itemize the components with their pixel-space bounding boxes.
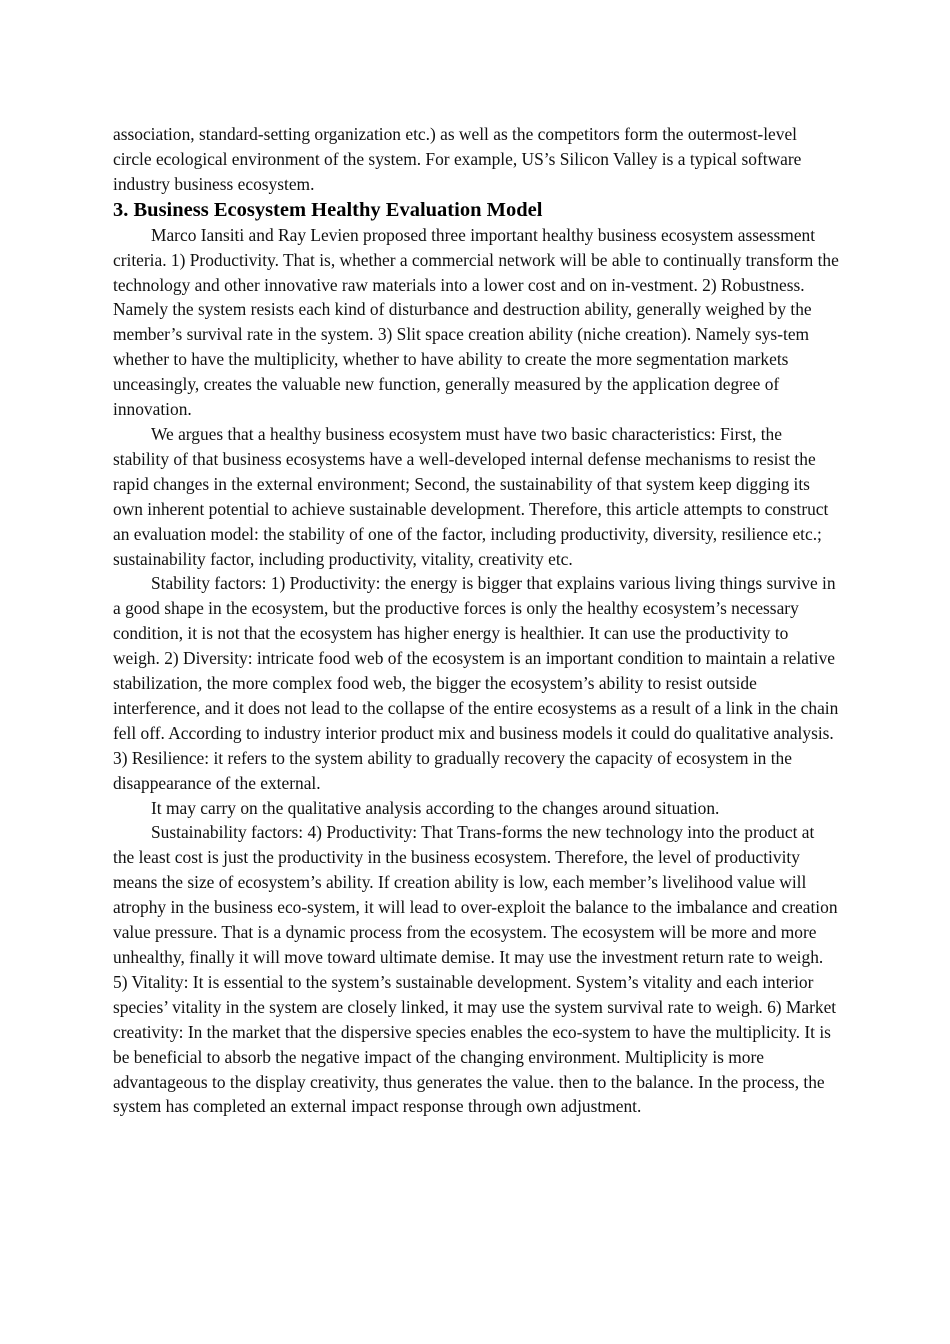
paragraph-sustainability-factors: Sustainability factors: 4) Productivity: That Trans-forms the new technology into the product at the least cost is just the productivity in the business ecosystem. Therefore, the level of productivity means the size of ecosystem’s ability. If creation ability is low, each member’s livelihood value will atrophy in the business eco-system, it will lead to over-exploit the balance to the imbalance and creation value pressure. That is a dynamic process from the ecosystem. The ecosystem will be more and more unhealthy, finally it will move toward ultimate demise. It may use the investment return rate to weigh. 5) Vitality: It is essential to the system’s sustainable development. System’s vitality and each interior species’ vitality in the system are closely linked, it may use the system survival rate to weigh. 6) Market creativity: In the market that the dispersive species enables the eco-system to have the multiplicity. It is be beneficial to absorb the negative impact of the changing environment. Multiplicity is more advantageous to the display creativity, thus generates the value. then to the balance. In the process, the system has completed an external impact response through own adjustment. xyxy=(113,822,838,1117)
paragraph-stability-factors: Stability factors: 1) Productivity: the energy is bigger that explains various living things survive in a good shape in the ecosystem, but the productive forces is only the healthy ecosystem’s necessary condition, it is not that the ecosystem has higher energy is healthier. It can use the productivity to weigh. 2) Diversity: intricate food web of the ecosystem is an important condition to maintain a relative stabilization, the more complex food web, the bigger the ecosystem’s ability to resist outside interference, and it does not lead to the collapse of the entire ecosystems as a result of a link in the chain fell off. According to industry interior product mix and business models it could do qualitative analysis. 3) Resilience: it refers to the system ability to gradually recovery the capacity of ecosystem in the disappearance of the external. xyxy=(113,573,839,793)
document-page xyxy=(113,122,839,1119)
paragraph-continuation: association, standard-setting organization etc.) as well as the competitors form the outermost-level circle ecological environment of the system. For example, US’s Silicon Valley is a typical software industry business ecosystem. xyxy=(113,124,802,194)
section-heading: 3. Business Ecosystem Healthy Evaluation Model xyxy=(113,198,543,221)
paragraph-assessment-criteria: Marco Iansiti and Ray Levien proposed three important healthy business ecosystem assessment criteria. 1) Productivity. That is, whether a commercial network will be able to continually transform the technology and other innovative raw materials into a lower cost and on in-vestment. 2) Robustness. Namely the system resists each kind of disturbance and destruction ability, generally weighed by the member’s survival rate in the system. 3) Slit space creation ability (niche creation). Namely sys-tem whether to have the multiplicity, whether to have ability to create the more segmentation markets unceasingly, creates the valuable new function, generally measured by the application degree of innovation. xyxy=(113,224,839,420)
paragraph-basic-characteristics: We argues that a healthy business ecosystem must have two basic characteristics: First, the stability of that business ecosystems have a well-developed internal defense mechanisms to resist the rapid changes in the external environment; Second, the sustainability of that system keep digging its own inherent potential to achieve sustainable development. Therefore, this article attempts to construct an evaluation model: the stability of one of the factor, including productivity, diversity, resilience etc.; sustainability factor, including productivity, vitality, creativity etc. xyxy=(113,423,829,569)
paragraph-qualitative-analysis: It may carry on the qualitative analysis according to the changes around situation. xyxy=(151,797,720,818)
